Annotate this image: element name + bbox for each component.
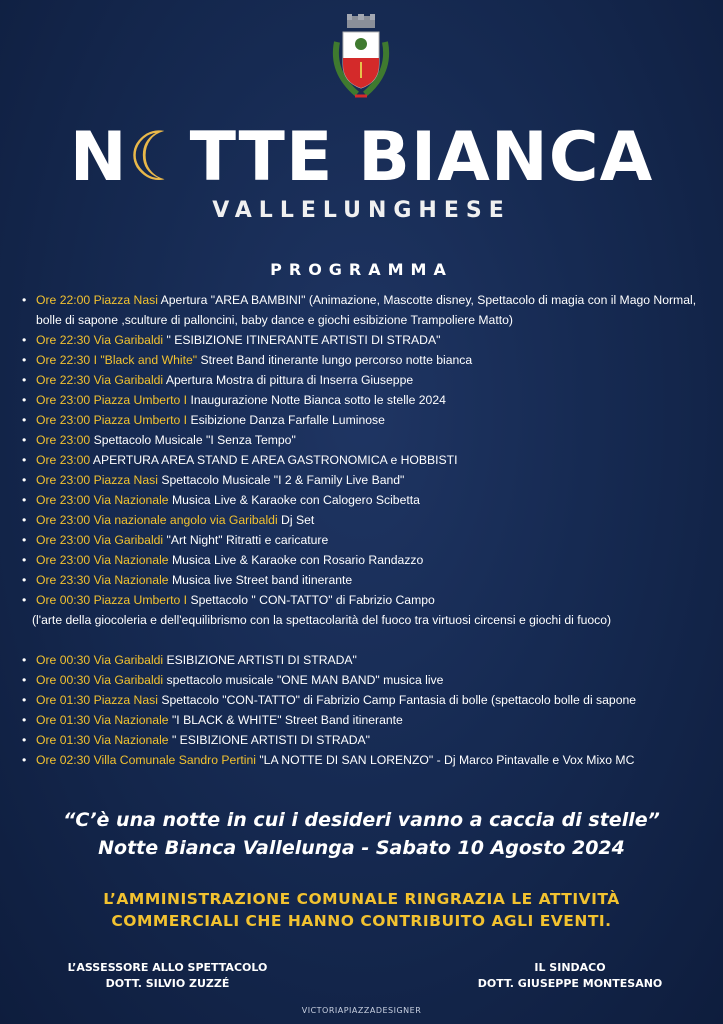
program-item-time-place: Ore 22:30 Via Garibaldi — [36, 333, 164, 347]
program-heading: PROGRAMMA — [270, 260, 453, 279]
signature-role: IL SINDACO — [534, 961, 606, 974]
program-list — [22, 290, 707, 770]
program-item-description: Spettacolo Musicale "I Senza Tempo" — [90, 433, 296, 447]
thanks-block — [0, 888, 723, 932]
program-item-description: APERTURA AREA STAND E AREA GASTRONOMICA e HOBBISTI — [90, 453, 458, 467]
program-item-description: ESIBIZIONE ARTISTI DI STRADA" — [163, 653, 357, 667]
signature-name: DOTT. SILVIO ZUZZÉ — [105, 977, 230, 990]
program-note — [22, 610, 707, 630]
program-item-time-place: Ore 23:30 Via Nazionale — [36, 573, 169, 587]
title-letter-n: N — [69, 118, 128, 197]
program-item — [22, 390, 707, 410]
title-rest: TTE BIANCA — [189, 118, 654, 197]
program-item-description: Musica Live & Karaoke con Calogero Scibetta — [168, 493, 420, 507]
signature-assessore — [40, 960, 295, 992]
municipal-crest-icon — [327, 12, 395, 102]
moon-icon: ☾ — [127, 118, 190, 197]
program-item-time-place: Ore 23:00 Piazza Umberto I — [36, 413, 188, 427]
signature-sindaco — [450, 960, 690, 992]
thanks-line-2: COMMERCIALI CHE HANNO CONTRIBUITO AGLI EVENTI. — [111, 912, 612, 930]
program-item — [22, 350, 707, 370]
program-item-time-place: Ore 23:00 Via Garibaldi — [36, 533, 164, 547]
event-date-line: Notte Bianca Vallelunga - Sabato 10 Agosto 2024 — [98, 837, 625, 859]
program-item — [22, 590, 707, 610]
program-item-description: Spettacolo "CON-TATTO" di Fabrizio Camp Fantasia di bolle (spettacolo bolle di sapone — [157, 693, 637, 707]
program-item-time-place: Ore 00:30 Via Garibaldi — [36, 673, 164, 687]
program-item-description: "I BLACK & WHITE" Street Band itinerante — [168, 713, 403, 727]
program-item-description: Apertura "AREA BAMBINI" (Animazione, Mascotte disney, Spettacolo di magia con il Mago Normal, bolle di sapone ,sculture di palloncini, baby dance e giochi esibizione Trampoliere Matto) — [36, 293, 697, 327]
program-item-time-place: Ore 23:00 — [36, 453, 91, 467]
program-item-description: (l'arte della giocoleria e dell'equilibrismo con la spettacolarità del fuoco tra virtuosi circensi e giochi di fuoco) — [32, 613, 612, 627]
program-item — [22, 530, 707, 550]
program-item — [22, 330, 707, 350]
program-item-description: Musica Live & Karaoke con Rosario Randazzo — [168, 553, 424, 567]
program-item-time-place: Ore 22:00 Piazza Nasi — [36, 293, 158, 307]
program-item — [22, 370, 707, 390]
quote-block — [0, 806, 723, 862]
program-item-time-place: Ore 23:00 Via nazionale angolo via Garibaldi — [36, 513, 278, 527]
program-item — [22, 650, 707, 670]
program-item-time-place: Ore 02:30 Villa Comunale Sandro Pertini — [36, 753, 256, 767]
program-item — [22, 490, 707, 510]
program-item-description: Street Band itinerante lungo percorso notte bianca — [197, 353, 473, 367]
program-item-time-place: Ore 22:30 Via Garibaldi — [36, 373, 164, 387]
program-item-description: Spettacolo Musicale "I 2 & Family Live Band" — [157, 473, 405, 487]
program-item-description: " ESIBIZIONE ITINERANTE ARTISTI DI STRADA" — [163, 333, 441, 347]
program-item-time-place: Ore 01:30 Piazza Nasi — [36, 693, 158, 707]
program-item-description: "Art Night" Ritratti e caricature — [163, 533, 329, 547]
program-item-description: Esibizione Danza Farfalle Luminose — [187, 413, 385, 427]
program-item-description: spettacolo musicale "ONE MAN BAND" musica live — [163, 673, 444, 687]
program-item — [22, 690, 707, 710]
program-item — [22, 430, 707, 450]
program-item — [22, 290, 707, 330]
program-item-time-place: Ore 23:00 Piazza Umberto I — [36, 393, 188, 407]
program-item-description: Dj Set — [277, 513, 315, 527]
signature-role: L’ASSESSORE ALLO SPETTACOLO — [67, 961, 268, 974]
program-item-time-place: Ore 01:30 Via Nazionale — [36, 733, 169, 747]
program-item-description: " ESIBIZIONE ARTISTI DI STRADA" — [168, 733, 371, 747]
program-item-time-place: Ore 00:30 Piazza Umberto I — [36, 593, 188, 607]
program-item-description: Spettacolo " CON-TATTO" di Fabrizio Campo — [187, 593, 435, 607]
program-item — [22, 570, 707, 590]
program-item-description: Musica live Street band itinerante — [168, 573, 353, 587]
program-item — [22, 410, 707, 430]
designer-credit: VICTORIAPIAZZADESIGNER — [301, 1006, 422, 1015]
program-item — [22, 470, 707, 490]
program-item-time-place: Ore 23:00 — [36, 433, 91, 447]
program-item — [22, 550, 707, 570]
program-item-description: Inaugurazione Notte Bianca sotto le stelle 2024 — [187, 393, 446, 407]
thanks-line-1: L’AMMINISTRAZIONE COMUNALE RINGRAZIA LE ATTIVITÀ — [103, 890, 620, 908]
program-item-time-place: Ore 23:00 Via Nazionale — [36, 553, 169, 567]
program-item — [22, 710, 707, 730]
program-item-time-place: Ore 00:30 Via Garibaldi — [36, 653, 164, 667]
program-item-description: Apertura Mostra di pittura di Inserra Giuseppe — [163, 373, 414, 387]
quote-line: “C’è una notte in cui i desideri vanno a caccia di stelle” — [63, 809, 660, 831]
program-item — [22, 670, 707, 690]
signature-name: DOTT. GIUSEPPE MONTESANO — [477, 977, 663, 990]
program-item-time-place: Ore 23:00 Via Nazionale — [36, 493, 169, 507]
program-item — [22, 510, 707, 530]
program-item-time-place: Ore 01:30 Via Nazionale — [36, 713, 169, 727]
program-item — [22, 750, 707, 770]
event-title — [0, 118, 723, 198]
program-item-time-place: Ore 22:30 I "Black and White" — [36, 353, 198, 367]
program-item — [22, 730, 707, 750]
program-item-description: "LA NOTTE DI SAN LORENZO" - Dj Marco Pintavalle e Vox Mixo MC — [255, 753, 635, 767]
program-item-time-place: Ore 23:00 Piazza Nasi — [36, 473, 158, 487]
event-subtitle: VALLELUNGHESE — [212, 198, 511, 223]
program-item — [22, 450, 707, 470]
